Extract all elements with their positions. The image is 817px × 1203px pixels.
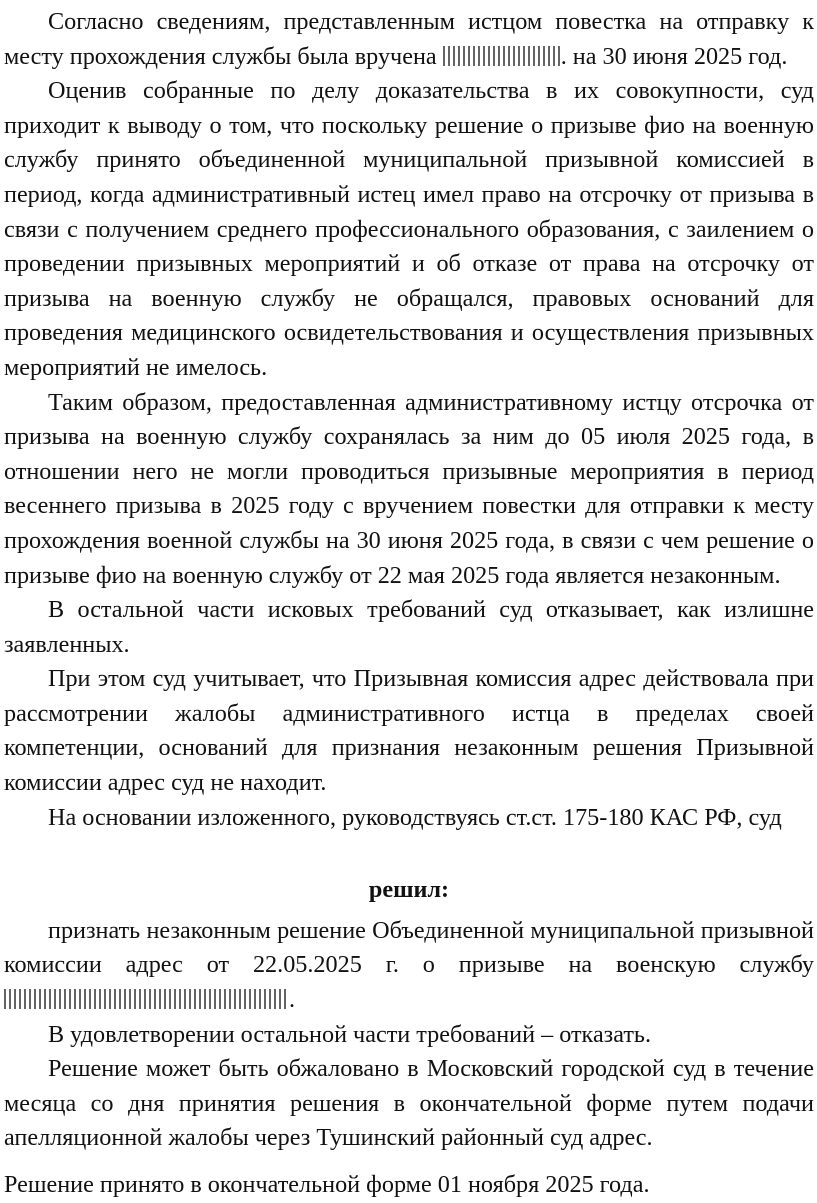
final-note: Решение принято в окончательной форме 01 ноября 2025 года.	[4, 1171, 650, 1198]
spacer	[4, 835, 814, 857]
paragraph-conclusion: Таким образом, предоставленная административному истцу отсрочка от призыва на военную службу сохранялась за ним до 05 июля 2025 года, в отношении него не могли проводиться призывные мероприятия в период весеннего призыва в 2025 году с вручением повестки для отправки к месту прохождения военной службы на 30 июня 2025 года, в связи с чем решение о призыве фио на военную службу от 22 мая 2025 года является незаконным.	[4, 388, 814, 589]
paragraph-summons	[4, 5, 814, 74]
paragraph-evaluation: Оценив собранные по делу доказательства в их совокупности, суд приходит к выводу о том, что поскольку решение о призыве фио на военную службу принято объединенной муниципальной призывной комиссией в период, когда административный истец имел право на отсрочку от призыва в связи с получением среднего профессионального образования, с заилением о проведении призывных мероприятий и об отказе от права на отсрочку от призыва на военную службу не обращался, правовых оснований для проведения медицинского освидетельствования и осуществления призывных мероприятий не имелось.	[4, 77, 814, 381]
resolution-item-annul	[4, 914, 814, 1018]
resolution-item-deny: В удовлетворении остальной части требований – отказать.	[48, 1020, 651, 1048]
summons-text-part1: Согласно сведениям, представленным истцом повестка на отправку к месту прохождения службы была вручена	[4, 8, 814, 70]
resolution-annul-part2: .	[289, 986, 296, 1014]
redacted-name-2	[4, 989, 289, 1009]
paragraph-commission: При этом суд учитывает, что Призывная комиссия адрес действовала при рассмотрении жалобы административного истца в пределах своей компетенции, оснований для признания незаконным решения Призывной комиссии адрес суд не находит.	[4, 665, 814, 797]
resolution-item-appeal: Решение может быть обжаловано в Московский городской суд в течение месяца со дня принятия решения в окончательной форме путем подачи апелляционной жалобы через Тушинский районный суд адрес.	[4, 1055, 814, 1152]
decision-heading: решил:	[368, 876, 450, 904]
resolution-annul-part1: признать незаконным решение Объединенной муниципальной призывной комиссии адрес от 22.05.2025 г. о призыве на военскую службу	[4, 916, 814, 979]
summons-text-part2: . на 30 июня 2025 год.	[560, 42, 788, 70]
paragraph-rest-denied: В остальной части исковых требований суд отказывает, как излишне заявленных.	[4, 596, 814, 658]
redacted-name	[443, 46, 561, 66]
paragraph-basis: На основании изложенного, руководствуясь ст.ст. 175-180 КАС РФ, суд	[48, 803, 782, 831]
